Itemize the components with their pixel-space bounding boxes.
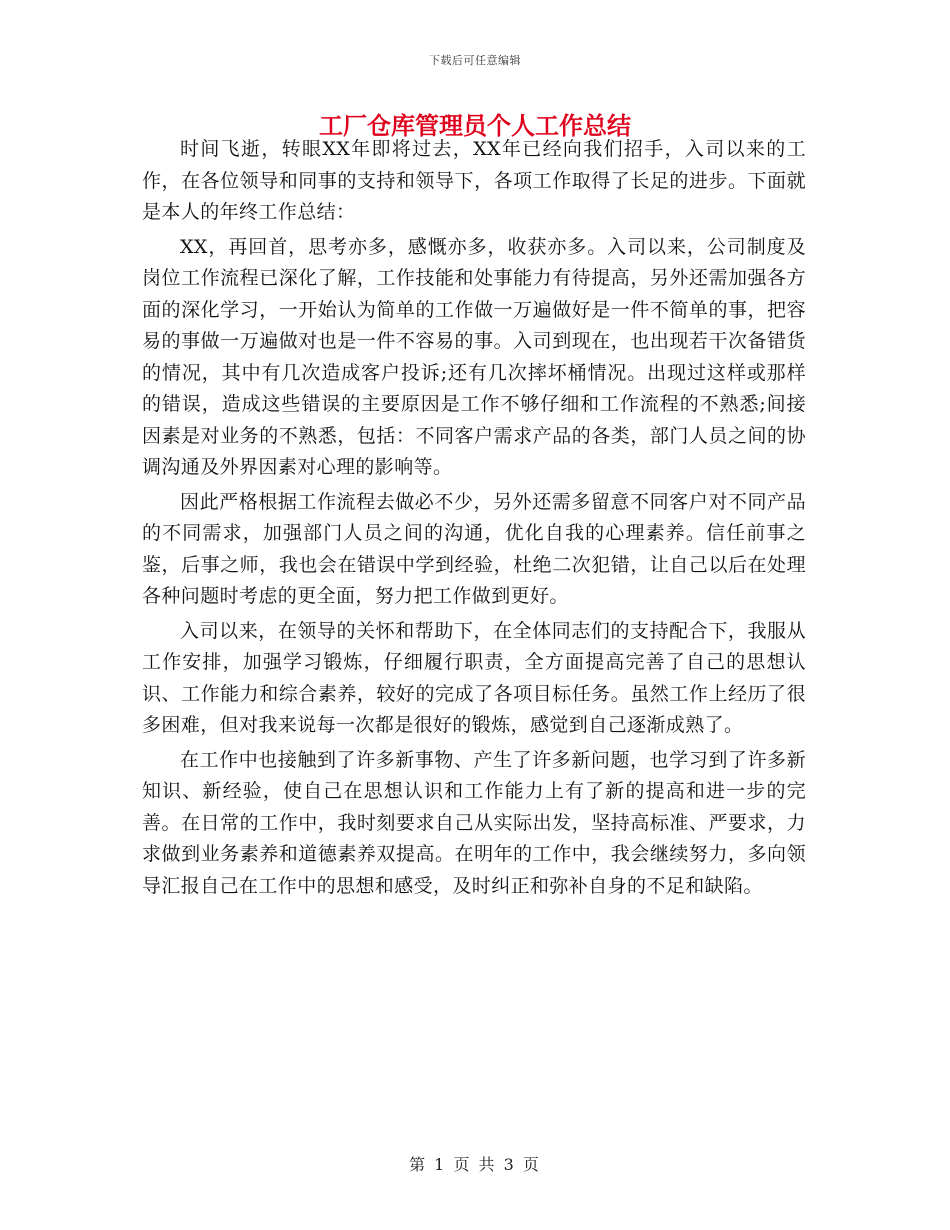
- page-number-footer: 第 1 页 共 3 页: [409, 1155, 541, 1174]
- paragraph-2: XX，再回首，思考亦多，感慨亦多，收获亦多。入司以来，公司制度及岗位工作流程已深化了解，工作技能和处事能力有待提高，另外还需加强各方面的深化学习，一开始认为简单的工作做一万遍做好是一件不简单的事，把容易的事做一万遍做对也是一件不容易的事。入司到现在，也出现若干次备错货的情况，其中有几次造成客户投诉;还有几次摔坏桶情况。出现过这样或那样的错误，造成这些错误的主要原因是工作不够仔细和工作流程的不熟悉;间接因素是对业务的不熟悉，包括：不同客户需求产品的各类，部门人员之间的协调沟通及外界因素对心理的影响等。: [142, 235, 806, 478]
- paragraph-5: 在工作中也接触到了许多新事物、产生了许多新问题，也学习到了许多新知识、新经验，使自己在思想认识和工作能力上有了新的提高和进一步的完善。在日常的工作中，我时刻要求自己从实际出发，坚持高标准、严要求，力求做到业务素养和道德素养双提高。在明年的工作中，我会继续努力，多向领导汇报自己在工作中的思想和感受，及时纠正和弥补自身的不足和缺陷。: [142, 748, 806, 897]
- paragraph-3: 因此严格根据工作流程去做必不少，另外还需多留意不同客户对不同产品的不同需求，加强部门人员之间的沟通，优化自我的心理素养。信任前事之鉴，后事之师，我也会在错误中学到经验，杜绝二次犯错，让自己以后在处理各种问题时考虑的更全面，努力把工作做到更好。: [142, 490, 806, 607]
- document-title: 工厂仓库管理员个人工作总结: [319, 112, 631, 140]
- document-body: [142, 134, 806, 905]
- paragraph-4: 入司以来，在领导的关怀和帮助下，在全体同志们的支持配合下，我服从工作安排，加强学习锻炼，仔细履行职责，全方面提高完善了自己的思想认识、工作能力和综合素养，较好的完成了各项目标任务。虽然工作上经历了很多困难，但对我来说每一次都是很好的锻炼，感觉到自己逐渐成熟了。: [142, 619, 806, 736]
- header-note: 下载后可任意编辑: [429, 54, 521, 67]
- paragraph-1: 时间飞逝，转眼XX年即将过去，XX年已经向我们招手，入司以来的工作，在各位领导和同事的支持和领导下，各项工作取得了长足的进步。下面就是本人的年终工作总结：: [142, 138, 806, 223]
